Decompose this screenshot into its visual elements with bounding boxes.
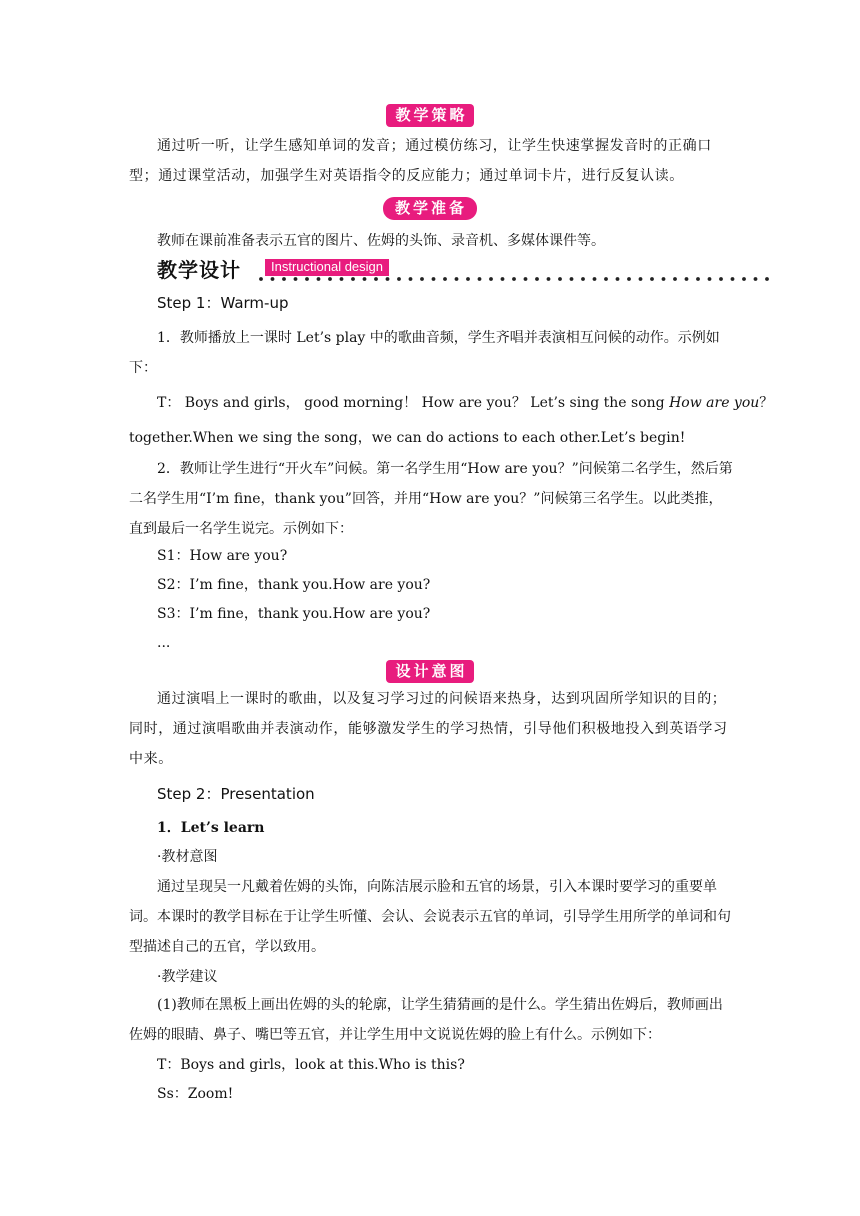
step2-title: Step 2：Presentation [157, 785, 315, 803]
rule-dot [616, 277, 620, 281]
rule-dot [765, 277, 769, 281]
step2-intent-label: ·教材意图 [157, 849, 218, 865]
step1-title: Step 1：Warm-up [157, 294, 289, 312]
step1-t-line2: together.When we sing the song，we can do actions to each other.Let’s begin! [129, 430, 686, 446]
rule-dot [282, 277, 286, 281]
design-header [157, 256, 767, 286]
rule-dot [340, 277, 344, 281]
rule-dot [650, 277, 654, 281]
rule-dot [719, 277, 723, 281]
rule-dot [466, 277, 470, 281]
rule-dot [397, 277, 401, 281]
strategy-badge: 教学策略 [386, 104, 473, 127]
dotted-rule-icon [257, 275, 769, 283]
preparation-badge: 教学准备 [383, 197, 477, 220]
rule-dot [259, 277, 263, 281]
rule-dot [478, 277, 482, 281]
intent-badge-row [0, 660, 860, 683]
rule-dot [742, 277, 746, 281]
preparation-paragraph: 教师在课前准备表示五官的图片、佐姆的头饰、录音机、多媒体课件等。 [157, 233, 605, 249]
rule-dot [673, 277, 677, 281]
rule-dot [685, 277, 689, 281]
rule-dot [317, 277, 321, 281]
rule-dot [696, 277, 700, 281]
intent-badge: 设计意图 [386, 660, 473, 683]
rule-dot [420, 277, 424, 281]
rule-dot [455, 277, 459, 281]
rule-dot [351, 277, 355, 281]
rule-dot [294, 277, 298, 281]
dialog-ellipsis: ... [157, 635, 171, 651]
song-title: How are you [669, 395, 760, 411]
dialog-s3: S3：I’m fine，thank you.How are you? [157, 606, 431, 622]
step2-ss-line: Ss：Zoom! [157, 1086, 234, 1102]
rule-dot [512, 277, 516, 281]
rule-dot [604, 277, 608, 281]
rule-dot [708, 277, 712, 281]
rule-dot [524, 277, 528, 281]
rule-dot [547, 277, 551, 281]
dialog-s2: S2：I’m fine，thank you.How are you? [157, 577, 431, 593]
step2-advice-paragraph: (1)教师在黑板上画出佐姆的头的轮廓，让学生猜猜画的是什么。学生猜出佐姆后，教师画出佐姆的眼睛、鼻子、嘴巴等五官，并让学生用中文说说佐姆的脸上有什么。示例如下： [129, 997, 723, 1043]
rule-dot [374, 277, 378, 281]
rule-dot [271, 277, 275, 281]
rule-dot [662, 277, 666, 281]
rule-dot [432, 277, 436, 281]
rule-dot [535, 277, 539, 281]
rule-dot [501, 277, 505, 281]
preparation-badge-row [0, 197, 860, 220]
rule-dot [627, 277, 631, 281]
step2-advice-label: ·教学建议 [157, 969, 218, 985]
step1-p2: 2．教师让学生进行“开火车”问候。第一名学生用“How are you？”问候第二名学生，然后第二名学生用“I’m fine，thank you”回答，并用“How are you？”问候第三名学生。以此类推，直到最后一名学生说完。示例如下： [129, 461, 733, 537]
rule-dot [305, 277, 309, 281]
rule-dot [731, 277, 735, 281]
rule-dot [409, 277, 413, 281]
intent-paragraph: 通过演唱上一课时的歌曲，以及复习学习过的问候语来热身，达到巩固所学知识的目的；同时，通过演唱歌曲并表演动作，能够激发学生的学习热情，引导他们积极地投入到英语学习中来。 [129, 691, 728, 767]
step1-p1: 1．教师播放上一课时 Let’s play 中的歌曲音频，学生齐唱并表演相互问候的动作。示例如下： [129, 330, 720, 376]
rule-dot [754, 277, 758, 281]
design-header-cn: 教学设计 [157, 258, 241, 282]
rule-dot [593, 277, 597, 281]
rule-dot [581, 277, 585, 281]
rule-dot [489, 277, 493, 281]
step1-t-line [157, 388, 774, 418]
step2-sub1: 1．Let’s learn [157, 820, 265, 836]
rule-dot [386, 277, 390, 281]
dialog-s1: S1：How are you? [157, 548, 288, 564]
strategy-paragraph: 通过听一听，让学生感知单词的发音；通过模仿练习，让学生快速掌握发音时的正确口型；通过课堂活动，加强学生对英语指令的反应能力；通过单词卡片，进行反复认读。 [129, 138, 712, 184]
rule-dot [558, 277, 562, 281]
rule-dot [443, 277, 447, 281]
rule-dot [328, 277, 332, 281]
design-header-en: Instructional design [265, 259, 389, 276]
step2-intent-paragraph: 通过呈现吴一凡戴着佐姆的头饰，向陈洁展示脸和五官的场景，引入本课时要学习的重要单词。本课时的教学目标在于让学生听懂、会认、会说表示五官的单词，引导学生用所学的单词和句型描述自己的五官，学以致用。 [129, 879, 731, 955]
t-line-end: ？ [759, 395, 774, 411]
t-line-text: T： Boys and girls， good morning！ How are you？ Let’s sing the song [157, 395, 670, 411]
step2-t-line: T：Boys and girls，look at this.Who is this? [157, 1057, 465, 1073]
rule-dot [570, 277, 574, 281]
strategy-badge-row [0, 104, 860, 127]
rule-dot [639, 277, 643, 281]
rule-dot [363, 277, 367, 281]
